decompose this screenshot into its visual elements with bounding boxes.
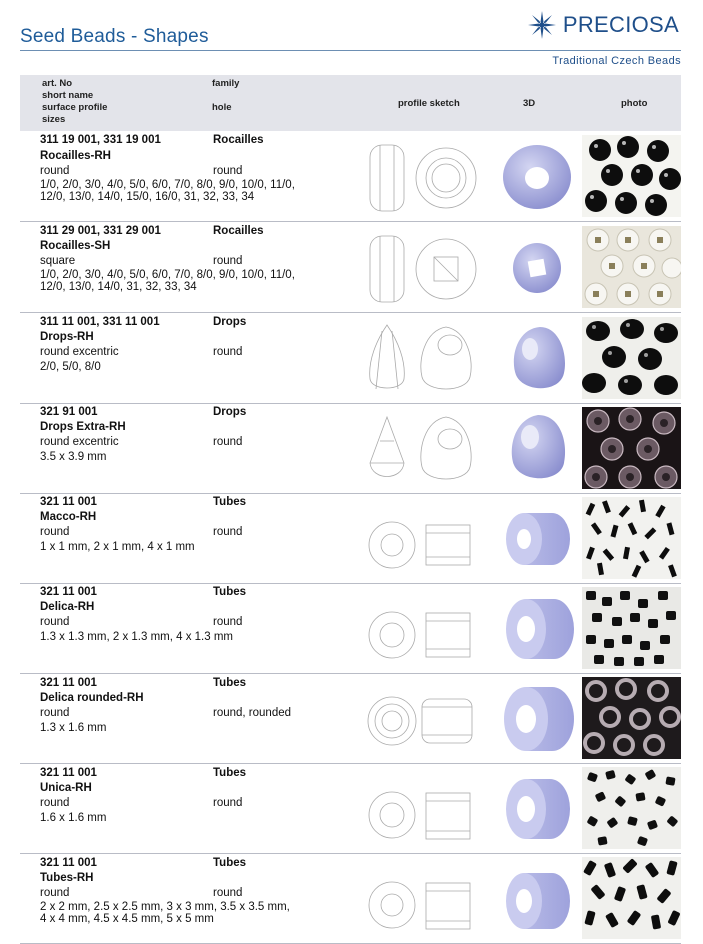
bead-3d [496, 769, 578, 847]
short-name: Drops Extra-RH [40, 421, 126, 433]
hole: round [213, 526, 243, 538]
bead-photo [582, 857, 681, 939]
col-sizes: sizes [42, 114, 66, 125]
sizes: 1/0, 2/0, 3/0, 4/0, 5/0, 6/0, 7/0, 8/0, 9/0, 10/0, 11/0, 12/0, 13/0, 14/0, 15/0, 16/0, 31, 32, 33, 34 [40, 179, 295, 203]
table-row [20, 763, 681, 854]
table-header [20, 75, 681, 131]
title-rule [20, 50, 681, 51]
short-name: Delica rounded-RH [40, 692, 144, 704]
profile-sketch [366, 681, 486, 757]
short-name: Unica-RH [40, 782, 92, 794]
bead-photo [582, 677, 681, 759]
art-number: 311 19 001, 331 19 001 [40, 134, 161, 146]
bead-3d [496, 319, 578, 397]
hole: round [213, 797, 243, 809]
bead-photo [582, 317, 681, 399]
sizes: 1/0, 2/0, 3/0, 4/0, 5/0, 6/0, 7/0, 8/0, 9/0, 10/0, 11/0, 12/0, 13/0, 14/0, 31, 32, 33, 34 [40, 269, 295, 293]
bead-photo [582, 135, 681, 217]
family: Tubes [213, 496, 247, 508]
bead-3d [496, 137, 578, 215]
profile-sketch [366, 771, 486, 847]
table-row [20, 853, 681, 944]
surface-profile: round [40, 797, 70, 809]
bead-photo [582, 226, 681, 308]
surface-profile: square [40, 255, 76, 267]
bead-3d [496, 409, 578, 487]
col-art-no: art. No [42, 78, 73, 89]
art-number: 321 91 001 [40, 406, 98, 418]
table-row [20, 222, 681, 313]
hole: round [213, 346, 243, 358]
hole: round [213, 616, 243, 628]
art-number: 311 11 001, 331 11 001 [40, 316, 160, 328]
family: Tubes [213, 677, 247, 689]
profile-sketch [366, 861, 486, 937]
col-hole: hole [212, 102, 232, 113]
short-name: Rocailles-RH [40, 150, 111, 162]
table-row [20, 131, 681, 222]
sizes: 1 x 1 mm, 2 x 1 mm, 4 x 1 mm [40, 541, 195, 553]
art-number: 321 11 001 [40, 677, 97, 689]
short-name: Macco-RH [40, 511, 97, 523]
bead-3d [496, 859, 578, 937]
short-name: Delica-RH [40, 601, 95, 613]
short-name: Rocailles-SH [40, 240, 111, 252]
col-profile-sketch: profile sketch [398, 98, 460, 109]
tagline: Traditional Czech Beads [552, 55, 681, 67]
page-title: Seed Beads - Shapes [20, 26, 209, 47]
table-row [20, 673, 681, 764]
art-number: 311 29 001, 331 29 001 [40, 225, 161, 237]
surface-profile: round [40, 616, 70, 628]
profile-sketch [366, 591, 486, 667]
brand-logo [527, 10, 679, 40]
profile-sketch [366, 139, 486, 215]
sizes: 1.3 x 1.3 mm, 2 x 1.3 mm, 4 x 1.3 mm [40, 631, 234, 643]
table-row [20, 403, 681, 494]
short-name: Drops-RH [40, 331, 94, 343]
surface-profile: round [40, 165, 70, 177]
star-icon [527, 10, 557, 40]
hole: round [213, 887, 243, 899]
family: Drops [213, 316, 247, 328]
col-short-name: short name [42, 90, 94, 101]
table-row [20, 493, 681, 584]
family: Drops [213, 406, 247, 418]
sizes: 1.6 x 1.6 mm [40, 812, 107, 824]
bead-3d [496, 228, 578, 306]
sizes: 2/0, 5/0, 8/0 [40, 361, 101, 373]
hole: round [213, 255, 243, 267]
col-photo: photo [621, 98, 648, 109]
profile-sketch [366, 321, 486, 397]
family: Tubes [213, 586, 247, 598]
art-number: 321 11 001 [40, 857, 97, 869]
hole: round [213, 165, 243, 177]
hole: round [213, 436, 243, 448]
table-row [20, 313, 681, 404]
family: Rocailles [213, 225, 264, 237]
bead-3d [496, 679, 578, 757]
art-number: 321 11 001 [40, 586, 97, 598]
bead-3d [496, 499, 578, 577]
surface-profile: round [40, 887, 70, 899]
sizes: 2 x 2 mm, 2.5 x 2.5 mm, 3 x 3 mm, 3.5 x 3.5 mm, 4 x 4 mm, 4.5 x 4.5 mm, 5 x 5 mm [40, 901, 290, 925]
bead-photo [582, 497, 681, 579]
family: Tubes [213, 857, 247, 869]
art-number: 321 11 001 [40, 767, 97, 779]
col-surface-profile: surface profile [42, 102, 108, 113]
surface-profile: round excentric [40, 436, 119, 448]
col-family: family [212, 78, 240, 89]
hole: round, rounded [213, 707, 292, 719]
surface-profile: round excentric [40, 346, 119, 358]
bead-photo [582, 767, 681, 849]
brand-name: PRECIOSA [562, 12, 679, 37]
profile-sketch [366, 230, 486, 306]
bead-3d [496, 589, 578, 667]
col-3d: 3D [523, 98, 536, 109]
profile-sketch [366, 501, 486, 577]
profile-sketch [366, 411, 486, 487]
table-row [20, 583, 681, 674]
surface-profile: round [40, 526, 70, 538]
art-number: 321 11 001 [40, 496, 97, 508]
sizes: 1.3 x 1.6 mm [40, 722, 107, 734]
family: Rocailles [213, 134, 264, 146]
surface-profile: round [40, 707, 70, 719]
short-name: Tubes-RH [40, 872, 94, 884]
family: Tubes [213, 767, 247, 779]
bead-photo [582, 587, 681, 669]
sizes: 3.5 x 3.9 mm [40, 451, 107, 463]
bead-photo [582, 407, 681, 489]
